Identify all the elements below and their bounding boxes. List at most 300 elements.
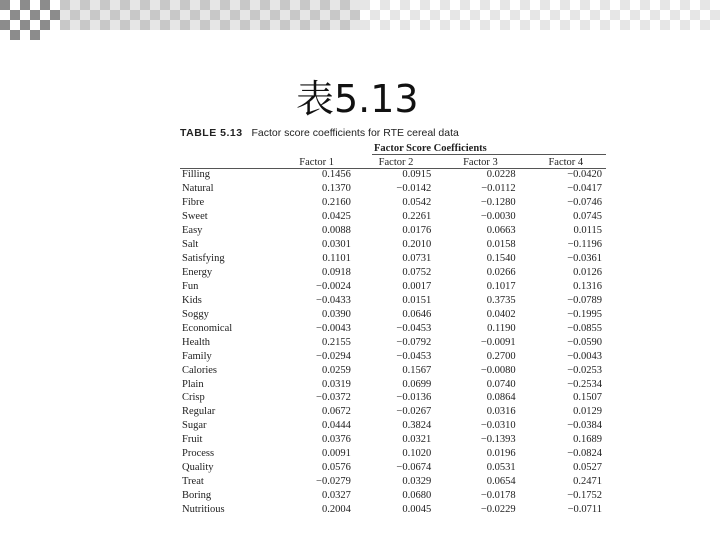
band-square: [590, 0, 600, 10]
band-square: [140, 0, 150, 10]
band-square: [440, 0, 450, 10]
band-square: [230, 0, 240, 10]
band-square: [70, 30, 80, 40]
factor-2-value: −0.0792: [396, 336, 432, 348]
band-square: [390, 20, 400, 30]
band-square: [290, 20, 300, 30]
band-square: [40, 30, 50, 40]
band-square: [560, 20, 570, 30]
band-square: [530, 30, 540, 40]
band-square: [610, 10, 620, 20]
band-square: [530, 10, 540, 20]
band-square: [280, 10, 290, 20]
factor-4-value: 0.2471: [573, 476, 602, 488]
band-square: [520, 30, 530, 40]
band-square: [450, 30, 460, 40]
band-square: [640, 10, 650, 20]
factor-3-value: 0.0196: [486, 448, 516, 460]
band-square: [0, 20, 10, 30]
band-square: [40, 10, 50, 20]
band-square: [480, 10, 490, 20]
factor-1-value: 0.0327: [321, 490, 351, 502]
factor-4-value: −0.1995: [567, 308, 602, 320]
band-square: [120, 10, 130, 20]
band-square: [370, 30, 380, 40]
band-square: [200, 10, 210, 20]
band-square: [440, 10, 450, 20]
band-square: [90, 0, 100, 10]
table-row: [180, 503, 608, 517]
band-square: [50, 30, 60, 40]
row-variable-name: Fibre: [182, 197, 205, 209]
band-square: [700, 20, 710, 30]
band-square: [410, 10, 420, 20]
band-square: [230, 10, 240, 20]
band-square: [700, 30, 710, 40]
band-square: [60, 30, 70, 40]
band-square: [130, 0, 140, 10]
band-square: [620, 30, 630, 40]
row-variable-name: Economical: [182, 322, 233, 334]
band-square: [600, 30, 610, 40]
band-square: [450, 0, 460, 10]
table-header-row: [180, 156, 608, 168]
band-square: [680, 30, 690, 40]
band-square: [330, 30, 340, 40]
band-square: [630, 30, 640, 40]
band-square: [590, 10, 600, 20]
band-square: [140, 20, 150, 30]
band-square: [210, 0, 220, 10]
table-row: [180, 461, 608, 475]
factor-1-value: 0.0259: [321, 364, 351, 376]
table-caption-text: Factor score coefficients for RTE cereal data: [251, 127, 459, 139]
band-square: [570, 20, 580, 30]
band-square: [650, 30, 660, 40]
factor-1-value: 0.2155: [321, 336, 351, 348]
factor-4-value: −0.0590: [567, 336, 602, 348]
factor-3-value: 0.0158: [486, 239, 516, 251]
table-row: [180, 280, 608, 294]
column-header-rule: [180, 168, 606, 169]
band-square: [560, 30, 570, 40]
factor-3-value: 0.1017: [486, 280, 516, 292]
band-square: [350, 20, 360, 30]
factor-2-value: 0.0699: [402, 378, 432, 390]
band-square: [70, 10, 80, 20]
band-square: [670, 30, 680, 40]
band-square: [350, 0, 360, 10]
band-square: [530, 20, 540, 30]
band-square: [430, 10, 440, 20]
band-square: [460, 0, 470, 10]
factor-2-value: −0.0267: [396, 406, 432, 418]
band-square: [400, 0, 410, 10]
band-square: [200, 0, 210, 10]
band-square: [630, 10, 640, 20]
band-square: [620, 10, 630, 20]
band-square: [620, 0, 630, 10]
band-square: [650, 0, 660, 10]
row-variable-name: Fruit: [182, 434, 203, 446]
band-square: [60, 10, 70, 20]
factor-2-value: 0.2010: [402, 239, 432, 251]
band-square: [80, 20, 90, 30]
band-square: [260, 0, 270, 10]
factor-2-value: 0.0321: [402, 434, 432, 446]
band-square: [360, 30, 370, 40]
factor-1-value: 0.0376: [321, 434, 351, 446]
factor-2-value: 0.0646: [402, 308, 432, 320]
factor-3-value: 0.0402: [486, 308, 516, 320]
band-square: [240, 0, 250, 10]
band-square: [340, 10, 350, 20]
factor-2-value: 0.0542: [402, 197, 432, 209]
factor-2-value: −0.0142: [396, 183, 432, 195]
band-square: [640, 20, 650, 30]
row-variable-name: Health: [182, 336, 210, 348]
band-square: [210, 10, 220, 20]
band-square: [40, 0, 50, 10]
band-square: [150, 0, 160, 10]
factor-3-value: 0.1190: [487, 322, 516, 334]
factor-2-value: 0.0680: [402, 490, 432, 502]
header-factor-3: Factor 3: [463, 156, 498, 168]
row-variable-name: Fun: [182, 280, 199, 292]
group-header-rule: [372, 154, 606, 155]
table-row: [180, 419, 608, 433]
band-square: [240, 10, 250, 20]
band-square: [440, 30, 450, 40]
band-square: [670, 20, 680, 30]
band-square: [510, 10, 520, 20]
factor-4-value: 0.0115: [573, 225, 602, 237]
band-square: [550, 10, 560, 20]
band-square: [40, 20, 50, 30]
band-square: [240, 30, 250, 40]
factor-4-value: −0.0043: [567, 350, 602, 362]
band-square: [330, 20, 340, 30]
table-row: [180, 293, 608, 307]
band-square: [400, 20, 410, 30]
band-square: [230, 20, 240, 30]
band-square: [10, 0, 20, 10]
band-square: [610, 20, 620, 30]
factor-4-value: 0.0126: [573, 267, 602, 279]
band-square: [150, 10, 160, 20]
factor-1-value: 0.0672: [321, 406, 351, 418]
band-square: [110, 30, 120, 40]
band-square: [330, 0, 340, 10]
band-square: [580, 10, 590, 20]
band-square: [190, 0, 200, 10]
factor-4-value: −0.0417: [567, 183, 602, 195]
band-square: [310, 10, 320, 20]
band-square: [370, 0, 380, 10]
band-square: [290, 10, 300, 20]
factor-3-value: 0.0531: [486, 462, 516, 474]
band-square: [100, 20, 110, 30]
band-square: [150, 20, 160, 30]
band-square: [280, 20, 290, 30]
band-square: [110, 20, 120, 30]
band-square: [240, 20, 250, 30]
factor-1-value: 0.1456: [321, 169, 351, 181]
factor-1-value: −0.0279: [316, 476, 351, 488]
band-square: [480, 20, 490, 30]
band-square: [610, 30, 620, 40]
band-square: [330, 10, 340, 20]
band-square: [80, 30, 90, 40]
band-square: [170, 30, 180, 40]
factor-score-table: [180, 156, 608, 516]
band-square: [410, 30, 420, 40]
band-square: [220, 20, 230, 30]
band-square: [540, 0, 550, 10]
band-square: [280, 0, 290, 10]
table-row: [180, 321, 608, 335]
factor-4-value: −0.0824: [567, 448, 602, 460]
band-square: [10, 10, 20, 20]
band-square: [420, 10, 430, 20]
band-square: [110, 10, 120, 20]
factor-2-value: 0.0329: [402, 476, 432, 488]
band-square: [630, 20, 640, 30]
band-square: [520, 0, 530, 10]
factor-1-value: 0.0091: [321, 448, 351, 460]
factor-4-value: 0.0745: [573, 211, 602, 223]
factor-2-value: 0.0017: [402, 280, 432, 292]
row-variable-name: Sweet: [182, 211, 208, 223]
band-square: [550, 20, 560, 30]
factor-1-value: −0.0043: [316, 322, 351, 334]
row-variable-name: Satisfying: [182, 253, 225, 265]
band-square: [170, 10, 180, 20]
factor-4-value: 0.0129: [573, 406, 602, 418]
band-square: [360, 10, 370, 20]
factor-4-value: 0.1689: [573, 434, 602, 446]
band-square: [430, 30, 440, 40]
band-square: [100, 10, 110, 20]
band-square: [410, 20, 420, 30]
table-row: [180, 168, 608, 182]
table-row: [180, 266, 608, 280]
band-square: [180, 10, 190, 20]
factor-2-value: 0.0915: [402, 169, 432, 181]
factor-2-value: −0.0136: [396, 392, 432, 404]
band-square: [590, 20, 600, 30]
table-label: TABLE 5.13: [180, 127, 243, 139]
band-square: [140, 10, 150, 20]
band-square: [370, 10, 380, 20]
band-square: [660, 10, 670, 20]
band-square: [250, 0, 260, 10]
band-square: [0, 10, 10, 20]
factor-4-value: −0.0384: [567, 420, 602, 432]
band-square: [510, 30, 520, 40]
band-square: [520, 20, 530, 30]
band-square: [70, 0, 80, 10]
band-square: [20, 30, 30, 40]
band-square: [340, 30, 350, 40]
band-square: [130, 20, 140, 30]
band-square: [260, 10, 270, 20]
band-square: [350, 30, 360, 40]
factor-3-value: −0.1393: [480, 434, 516, 446]
band-square: [460, 10, 470, 20]
band-square: [160, 0, 170, 10]
band-square: [50, 10, 60, 20]
row-variable-name: Regular: [182, 406, 216, 418]
band-square: [430, 20, 440, 30]
band-square: [430, 0, 440, 10]
factor-2-value: 0.0176: [402, 225, 432, 237]
header-blank: [180, 156, 282, 168]
band-square: [300, 10, 310, 20]
row-variable-name: Energy: [182, 267, 213, 279]
factor-1-value: 0.0319: [321, 378, 351, 390]
factor-1-value: 0.0918: [321, 267, 351, 279]
band-square: [560, 0, 570, 10]
band-square: [340, 0, 350, 10]
band-square: [320, 30, 330, 40]
header-factor-2: Factor 2: [378, 156, 414, 168]
band-square: [160, 10, 170, 20]
band-square: [590, 30, 600, 40]
factor-3-value: −0.0030: [480, 211, 516, 223]
table-row: [180, 489, 608, 503]
band-square: [660, 0, 670, 10]
factor-4-value: 0.1316: [573, 280, 602, 292]
checker-pattern: [0, 0, 720, 40]
band-square: [90, 10, 100, 20]
band-square: [80, 0, 90, 10]
band-square: [50, 0, 60, 10]
table-row: [180, 447, 608, 461]
band-square: [500, 30, 510, 40]
row-variable-name: Natural: [182, 183, 214, 195]
table-caption: [180, 127, 459, 139]
factor-3-value: 0.1540: [486, 253, 516, 265]
band-square: [120, 20, 130, 30]
band-square: [470, 20, 480, 30]
band-square: [270, 30, 280, 40]
band-square: [690, 10, 700, 20]
band-square: [500, 10, 510, 20]
factor-2-value: 0.0752: [402, 267, 432, 279]
band-square: [260, 30, 270, 40]
band-square: [280, 30, 290, 40]
slide-title: 表5.13: [296, 77, 419, 121]
factor-1-value: 0.2160: [321, 197, 351, 209]
band-square: [630, 0, 640, 10]
band-square: [470, 0, 480, 10]
band-square: [200, 30, 210, 40]
band-square: [110, 0, 120, 10]
band-square: [570, 0, 580, 10]
band-square: [270, 0, 280, 10]
band-square: [450, 10, 460, 20]
row-variable-name: Plain: [182, 378, 204, 390]
row-variable-name: Sugar: [182, 420, 207, 432]
factor-3-value: 0.0663: [486, 225, 516, 237]
band-square: [70, 20, 80, 30]
band-square: [170, 20, 180, 30]
band-square: [60, 20, 70, 30]
factor-1-value: 0.0425: [321, 211, 351, 223]
band-square: [120, 0, 130, 10]
factor-1-value: 0.0301: [321, 239, 351, 251]
band-square: [250, 30, 260, 40]
factor-4-value: −0.0746: [567, 197, 602, 209]
factor-2-value: 0.0151: [402, 294, 432, 306]
band-square: [210, 30, 220, 40]
band-square: [190, 20, 200, 30]
band-square: [50, 20, 60, 30]
band-square: [510, 20, 520, 30]
band-square: [180, 30, 190, 40]
band-square: [540, 30, 550, 40]
factor-3-value: −0.0080: [480, 364, 516, 376]
factor-2-value: 0.2261: [402, 211, 432, 223]
band-square: [30, 10, 40, 20]
band-square: [440, 20, 450, 30]
band-square: [380, 20, 390, 30]
band-square: [460, 20, 470, 30]
band-square: [180, 20, 190, 30]
group-header: Factor Score Coefficients: [374, 143, 487, 154]
band-square: [490, 10, 500, 20]
factor-1-value: −0.0433: [316, 294, 351, 306]
band-square: [270, 20, 280, 30]
factor-3-value: 0.3735: [486, 294, 516, 306]
table-body: [180, 168, 608, 516]
header-factor-4: Factor 4: [548, 156, 584, 168]
band-square: [610, 0, 620, 10]
band-square: [20, 10, 30, 20]
table-row: [180, 377, 608, 391]
band-square: [680, 20, 690, 30]
band-square: [480, 0, 490, 10]
table-row: [180, 307, 608, 321]
band-square: [490, 20, 500, 30]
row-variable-name: Process: [182, 448, 215, 460]
factor-3-value: 0.0228: [486, 169, 516, 181]
band-square: [20, 20, 30, 30]
factor-1-value: −0.0372: [316, 392, 351, 404]
band-square: [310, 30, 320, 40]
header-factor-1: Factor 1: [299, 156, 334, 168]
factor-3-value: 0.0316: [486, 406, 516, 418]
table-row: [180, 349, 608, 363]
factor-4-value: −0.0855: [567, 322, 602, 334]
band-square: [10, 20, 20, 30]
factor-3-value: 0.0654: [486, 476, 516, 488]
band-square: [340, 20, 350, 30]
band-square: [510, 0, 520, 10]
band-square: [250, 10, 260, 20]
row-variable-name: Calories: [182, 364, 217, 376]
factor-4-value: −0.2534: [567, 378, 602, 390]
band-square: [520, 10, 530, 20]
factor-4-value: −0.0789: [567, 294, 602, 306]
band-square: [130, 30, 140, 40]
table-row: [180, 391, 608, 405]
band-square: [490, 30, 500, 40]
factor-4-value: −0.0711: [567, 503, 602, 515]
band-square: [690, 20, 700, 30]
band-square: [30, 0, 40, 10]
